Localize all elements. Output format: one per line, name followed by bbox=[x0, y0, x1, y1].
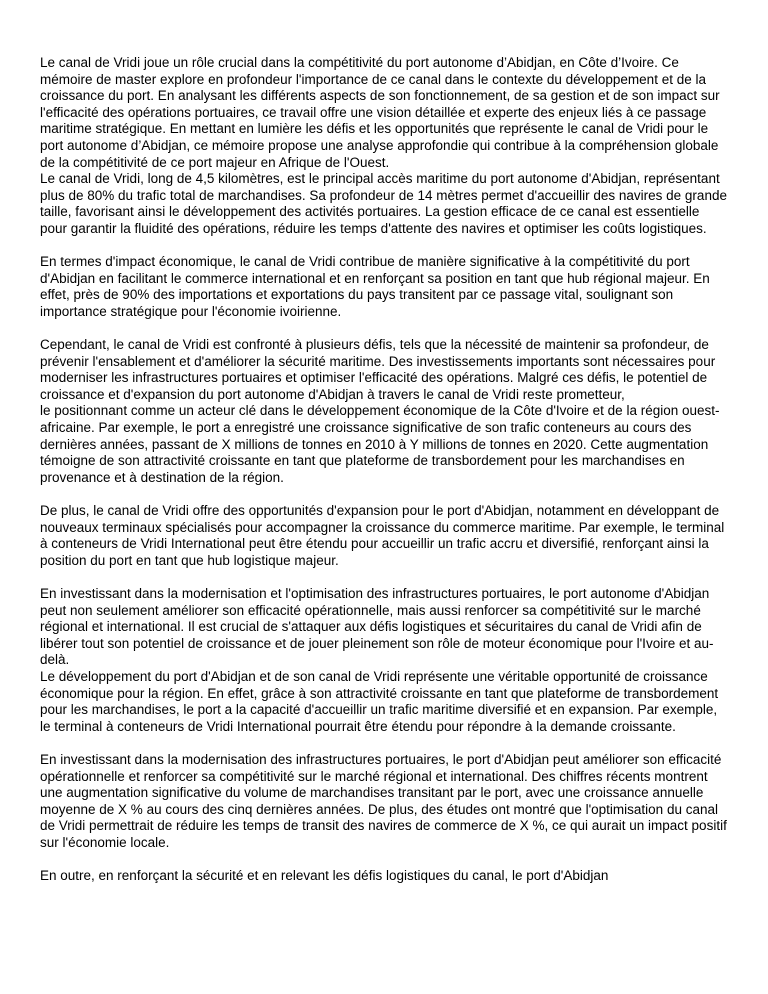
paragraph-intro: Le canal de Vridi joue un rôle crucial dans la compétitivité du port autonome d’Abidjan, en Côte d’Ivoire. Ce mémoire de master explore en profondeur l'importance de ce canal dans le contexte du développement et de la croissance du port. En analysant les différents aspects de son fonctionnement, de sa gestion et de son impact sur l'efficacité des opérations portuaires, ce travail offre une vision détaillée et experte des enjeux liés à ce passage maritime stratégique. En mettant en lumière les défis et les opportunités que représente le canal de Vridi pour le port autonome d’Abidjan, ce mémoire propose une analyse approfondie qui contribue à la compréhension globale de la compétitivité de ce port majeur en Afrique de l'Ouest. bbox=[40, 55, 720, 170]
paragraph-positioning: le positionnant comme un acteur clé dans le développement économique de la Côte d'Ivoire et de la région ouest-africaine. Par exemple, le port a enregistré une croissance significative de son trafic conteneurs au cours des dernières années, passant de X millions de tonnes en 2010 à Y millions de tonnes en 2020. Cette augmentation témoigne de son attractivité croissante en tant que plateforme de transbordement pour les marchandises en provenance et à destination de la région. bbox=[40, 403, 720, 485]
paragraph-modernisation: En investissant dans la modernisation et l'optimisation des infrastructures portuaires, le port autonome d'Abidjan peut non seulement améliorer son efficacité opérationnelle, mais aussi renforcer sa compétitivité sur le marché régional et international. Il est crucial de s'attaquer aux défis logistiques et sécuritaires du canal de Vridi afin de libérer tout son potentiel de croissance et de jouer pleinement son rôle de moteur économique pour l'Ivoire et au-delà. bbox=[40, 586, 714, 668]
paragraph-expansion-opportunities: De plus, le canal de Vridi offre des opportunités d'expansion pour le port d'Abidjan, notamment en développant de nouveaux terminaux spécialisés pour accompagner la croissance du commerce maritime. Par exemple, le terminal à conteneurs de Vridi International peut être étendu pour accueillir un trafic accru et diversifié, renforçant ainsi la position du port en tant que hub logistique majeur. bbox=[40, 503, 725, 568]
paragraph-security-closing: En outre, en renforçant la sécurité et en relevant les défis logistiques du canal, le port d'Abidjan bbox=[40, 868, 609, 884]
paragraph-challenges: Cependant, le canal de Vridi est confronté à plusieurs défis, tels que la nécessité de maintenir sa profondeur, de prévenir l'ensablement et d'améliorer la sécurité maritime. Des investissements importants sont nécessaires pour moderniser les infrastructures portuaires et optimiser l'efficacité des opérations. Malgré ces défis, le potentiel de croissance et d'expansion du port autonome d'Abidjan à travers le canal de Vridi reste prometteur, bbox=[40, 337, 716, 402]
paragraph-economic-impact: En termes d'impact économique, le canal de Vridi contribue de manière significative à la compétitivité du port d'Abidjan en facilitant le commerce international et en renforçant sa position en tant que hub régional majeur. En effet, près de 90% des importations et exportations du pays transitent par ce passage vital, soulignant son importance stratégique pour l'économie ivoirienne. bbox=[40, 254, 710, 319]
paragraph-recent-figures: En investissant dans la modernisation des infrastructures portuaires, le port d'Abidjan peut améliorer son efficacité opérationnelle et renforcer sa compétitivité sur le marché régional et international. Des chiffres récents montrent une augmentation significative du volume de marchandises transitant par le port, avec une croissance annuelle moyenne de X % au cours des cinq dernières années. De plus, des études ont montré que l'optimisation du canal de Vridi permettrait de réduire les temps de transit des navires de commerce de X %, ce qui aurait un impact positif sur l'économie locale. bbox=[40, 751, 727, 850]
paragraph-growth-opportunity: Le développement du port d'Abidjan et de son canal de Vridi représente une véritable opportunité de croissance économique pour la région. En effet, grâce à son attractivité croissante en tant que plateforme de transbordement pour les marchandises, le port a la capacité d'accueillir un trafic maritime diversifié et en expansion. Par exemple, le terminal à conteneurs de Vridi International pourrait être étendu pour répondre à la demande croissante. bbox=[40, 668, 719, 734]
paragraph-canal-description: Le canal de Vridi, long de 4,5 kilomètres, est le principal accès maritime du port autonome d'Abidjan, représentant plus de 80% du trafic total de marchandises. Sa profondeur de 14 mètres permet d'accueillir des navires de grande taille, favorisant ainsi le développement des activités portuaires. La gestion efficace de ce canal est essentielle pour garantir la fluidité des opérations, réduire les temps d'attente des navires et optimiser les coûts logistiques. bbox=[40, 171, 727, 236]
